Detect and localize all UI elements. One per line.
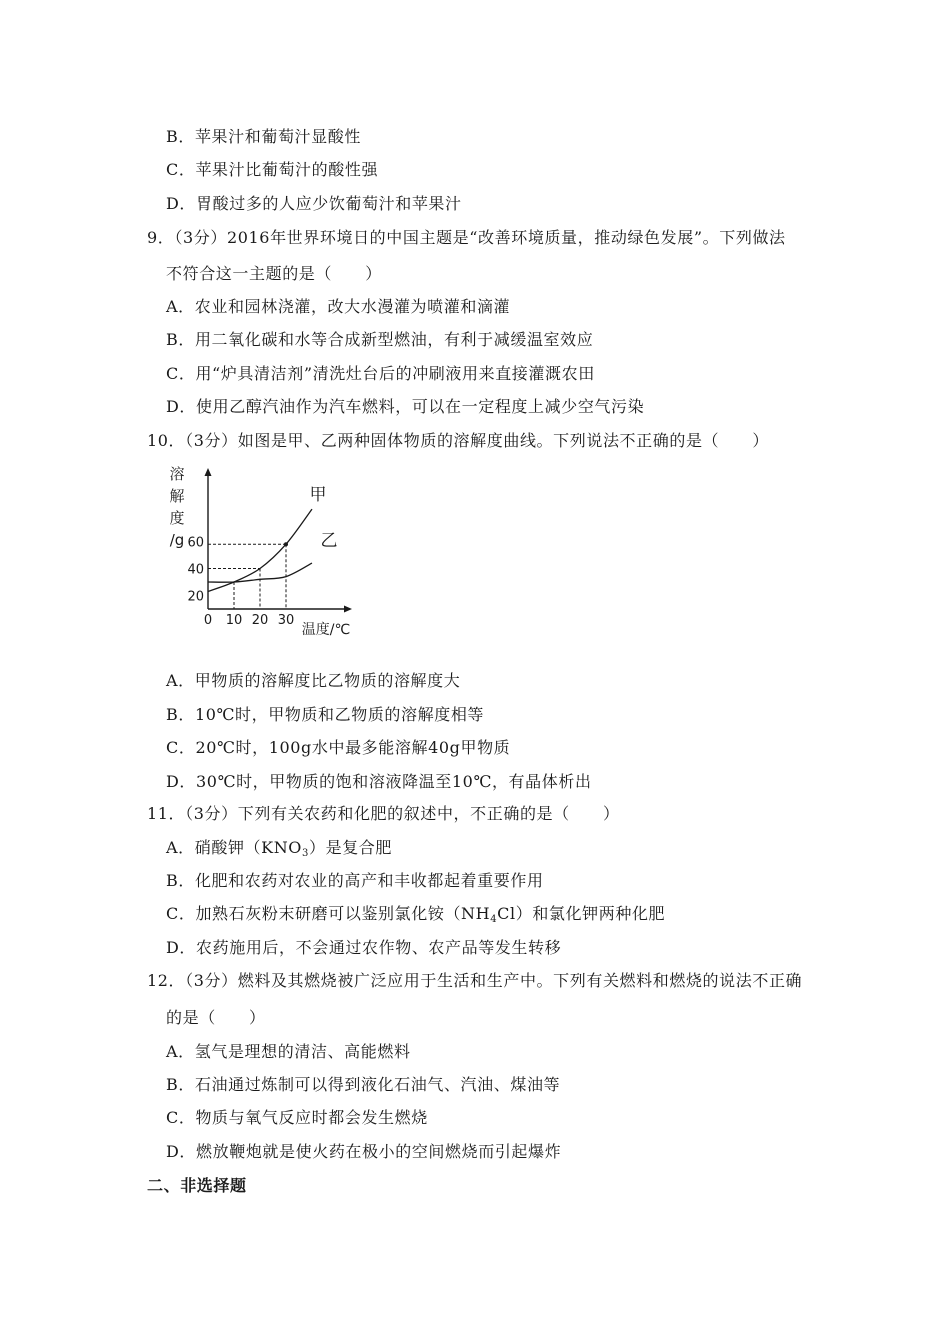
q11-option-a-text-end: ）是复合肥	[309, 838, 393, 857]
q11-stem: 11．（3分）下列有关农药和化肥的叙述中，不正确的是（ ）	[147, 804, 620, 823]
y-tick-label: 40	[187, 562, 204, 578]
q9-option-c: C．用“炉具清洁剂”清洗灶台后的冲刷液用来直接灌溉农田	[166, 364, 595, 383]
x-tick-label: 20	[251, 613, 269, 628]
q12-option-a: A．氢气是理想的清洁、高能燃料	[166, 1042, 411, 1061]
y-axis-arrow	[205, 468, 212, 476]
q9-option-b: B．用二氧化碳和水等合成新型燃油，有利于减缓温室效应	[166, 330, 594, 349]
q9-stem-line2: 不符合这一主题的是（ ）	[166, 264, 382, 283]
q12-option-c: C．物质与氧气反应时都会发生燃烧	[166, 1108, 428, 1127]
y-axis-label-char: 度	[169, 509, 185, 527]
q10-option-a: A．甲物质的溶解度比乙物质的溶解度大	[166, 671, 461, 690]
x-tick-label: 10	[225, 613, 243, 628]
y-tick-label: 60	[187, 535, 204, 551]
q11-option-a-text: A．硝酸钾（KNO	[166, 838, 303, 857]
x-axis-arrow	[344, 606, 352, 613]
intersection-point	[284, 542, 288, 546]
q9-option-a: A．农业和园林浇灌，改大水漫灌为喷灌和滴灌	[166, 297, 511, 316]
y-axis-label-char: /g	[169, 531, 185, 549]
q11-option-d: D．农药施用后，不会通过农作物、农产品等发生转移	[166, 938, 562, 957]
q12-stem-line1: 12．（3分）燃料及其燃烧被广泛应用于生活和生产中。下列有关燃料和燃烧的说法不正确	[147, 971, 803, 990]
q9-stem-line1: 9．（3分）2016年世界环境日的中国主题是“改善环境质量，推动绿色发展”。下列做法	[147, 228, 786, 247]
y-axis-label-char: 解	[169, 487, 185, 505]
q12-stem-line2: 的是（ ）	[166, 1008, 266, 1027]
q12-option-d: D．燃放鞭炮就是使火药在极小的空间燃烧而引起爆炸	[166, 1142, 562, 1161]
section-title: 二、非选择题	[147, 1176, 247, 1195]
q8-option-c: C．苹果汁比葡萄汁的酸性强	[166, 160, 379, 179]
q8-option-d: D．胃酸过多的人应少饮葡萄汁和苹果汁	[166, 194, 462, 213]
q11-option-c	[166, 904, 665, 924]
series-label: 甲	[309, 485, 327, 505]
q10-stem: 10．（3分）如图是甲、乙两种固体物质的溶解度曲线。下列说法不正确的是（ ）	[147, 431, 769, 450]
q11-option-b: B．化肥和农药对农业的高产和丰收都起着重要作用	[166, 871, 544, 890]
y-tick-label: 20	[187, 589, 204, 605]
series-label: 乙	[320, 531, 338, 551]
origin-label: 0	[203, 613, 213, 628]
solubility-chart	[168, 462, 358, 642]
q12-option-b: B．石油通过炼制可以得到液化石油气、汽油、煤油等	[166, 1075, 561, 1094]
q11-option-c-text: C．加熟石灰粉末研磨可以鉴别氯化铵（NH	[166, 904, 491, 923]
series-line	[208, 563, 312, 582]
q9-option-d: D．使用乙醇汽油作为汽车燃料，可以在一定程度上减少空气污染	[166, 397, 645, 416]
q11-option-c-text-end: Cl）和氯化钾两种化肥	[497, 904, 666, 923]
q10-option-c: C．20℃时，100g水中最多能溶解40g甲物质	[166, 738, 511, 757]
q8-option-b: B．苹果汁和葡萄汁显酸性	[166, 127, 361, 146]
q11-option-a-subscript: 3	[302, 848, 309, 859]
q11-option-c-subscript: 4	[490, 914, 498, 925]
x-axis-label: 温度/℃	[301, 622, 351, 638]
q10-option-b: B．10℃时，甲物质和乙物质的溶解度相等	[166, 705, 485, 724]
q10-option-d: D．30℃时，甲物质的饱和溶液降温至10℃，有晶体析出	[166, 772, 592, 791]
y-axis-label-char: 溶	[169, 465, 185, 483]
q11-option-a	[166, 838, 392, 858]
x-tick-label: 30	[277, 613, 295, 628]
